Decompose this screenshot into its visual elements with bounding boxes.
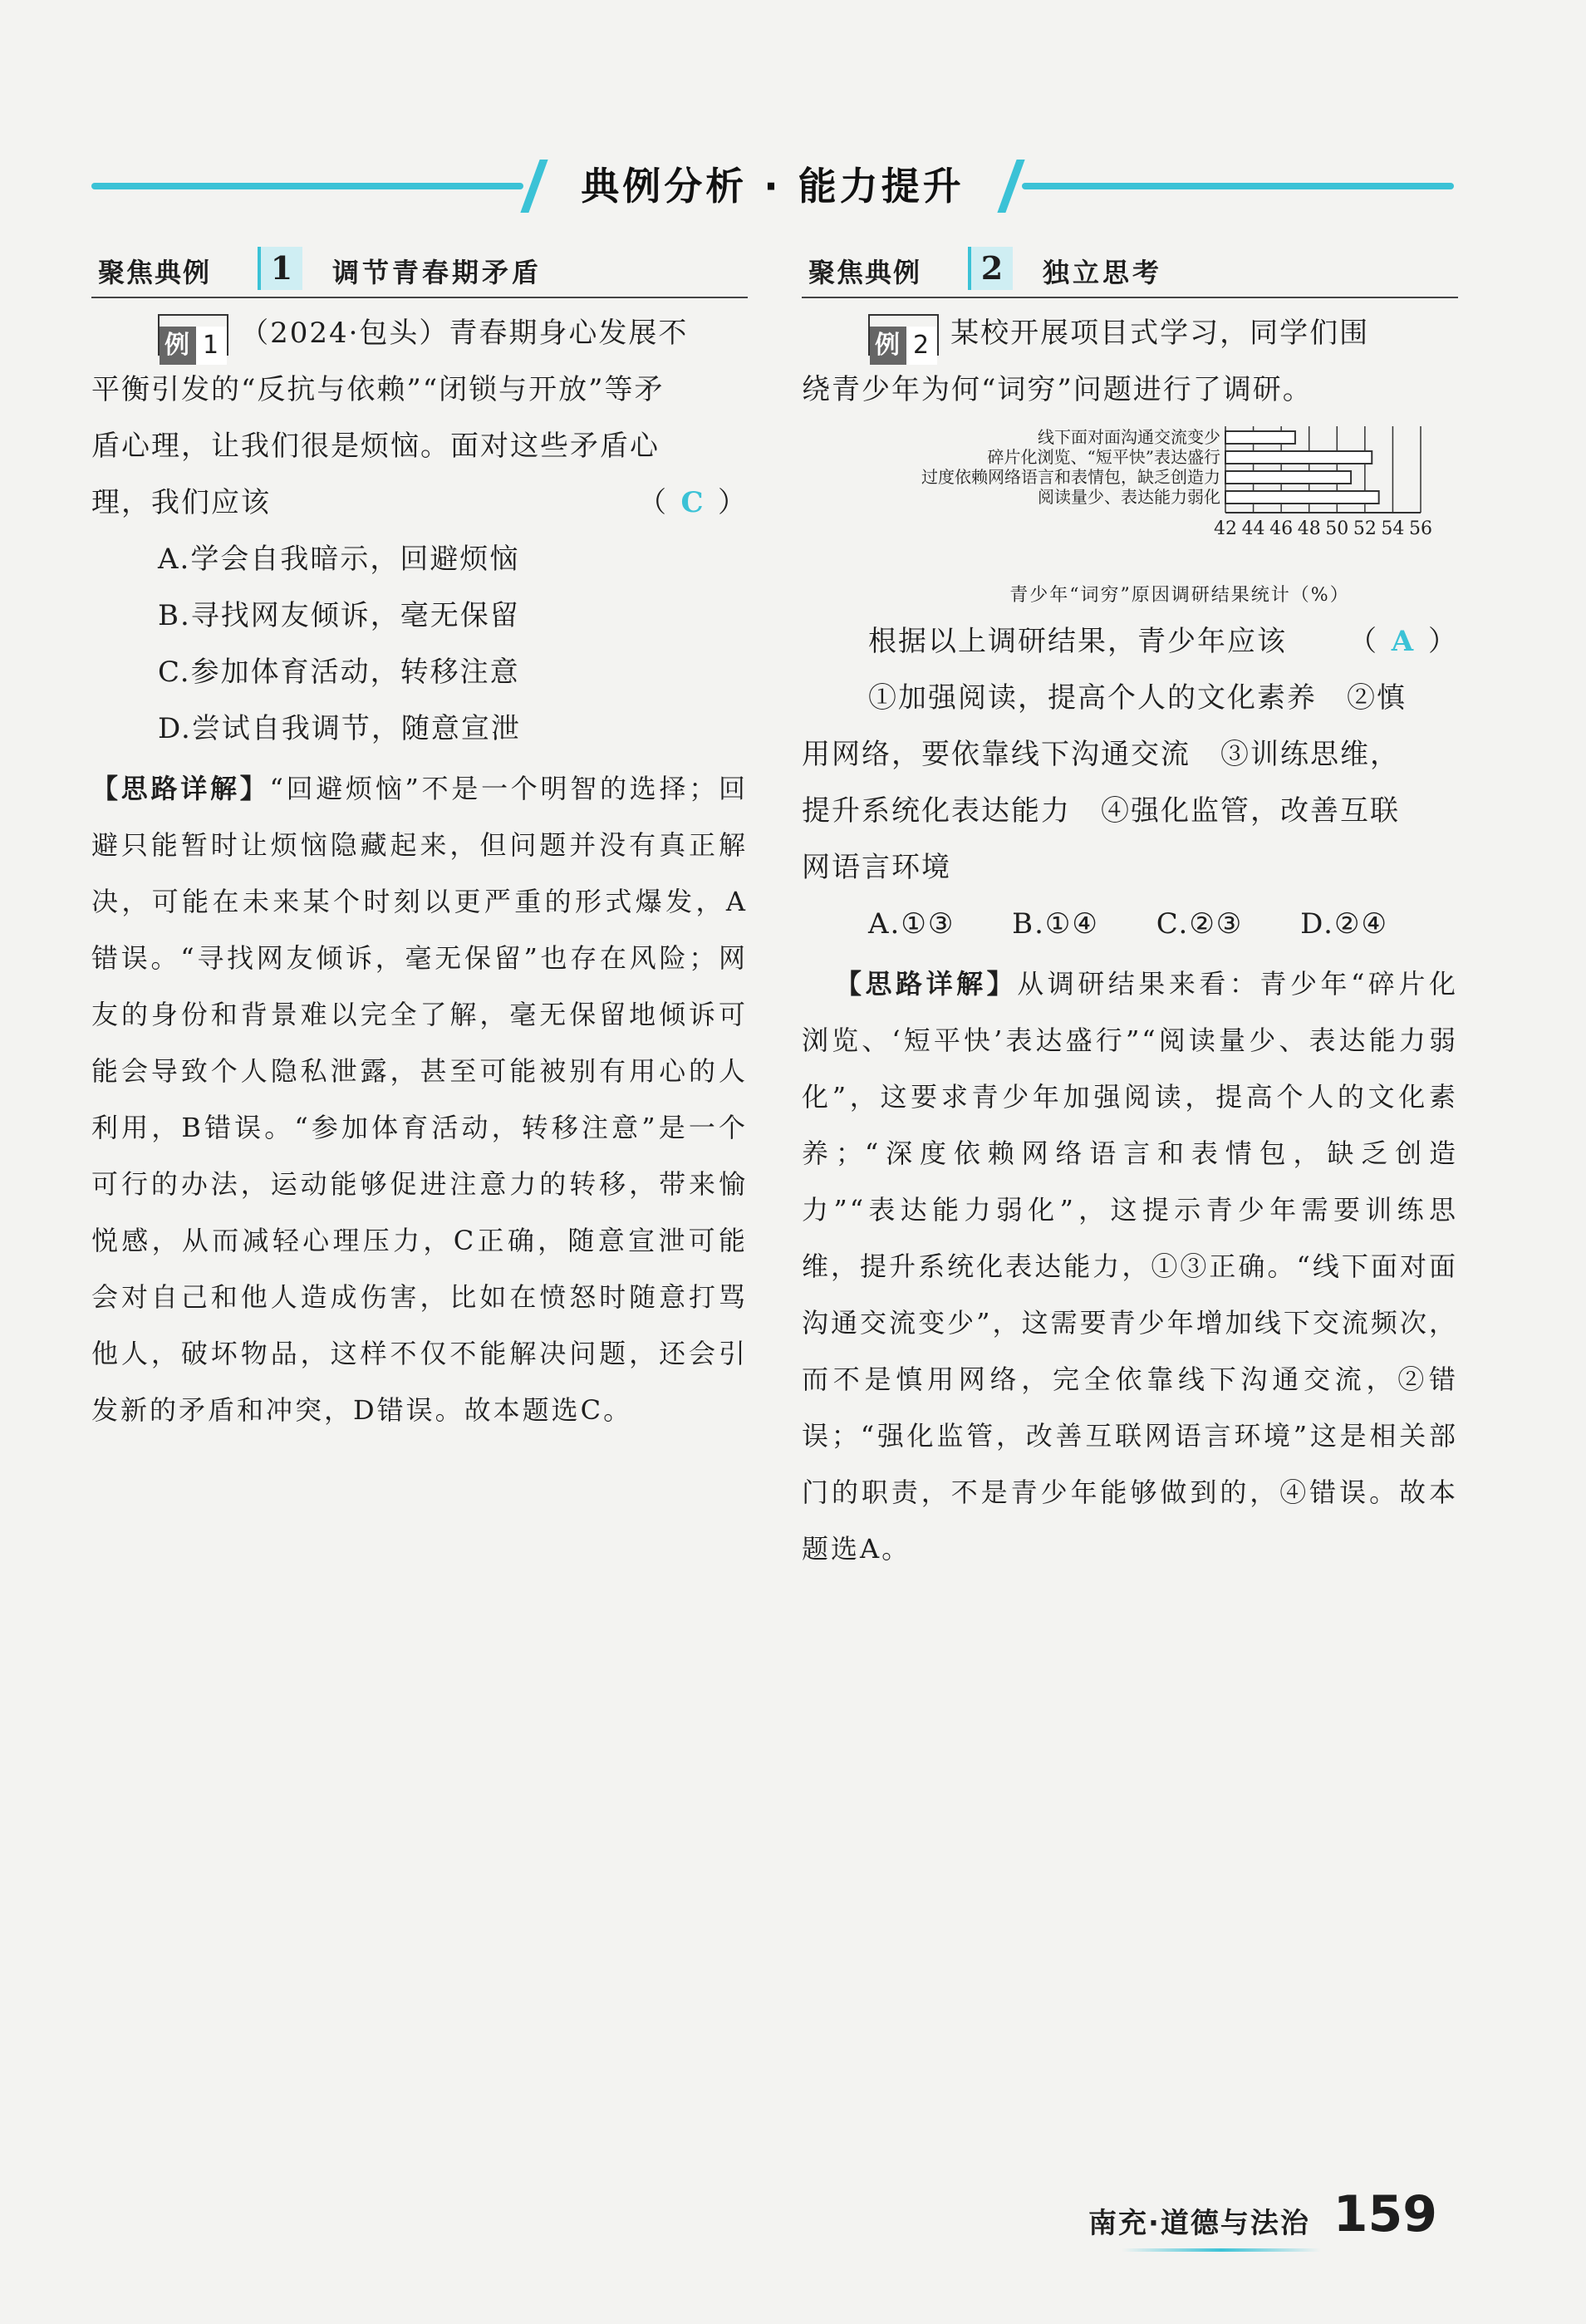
chart-category-label: 过度依赖网络语言和表情包，缺乏创造力 [921,467,1220,487]
page-footer [1088,2185,1454,2260]
chart-tick-label: 44 [1241,518,1265,539]
choice-d: D.②④ [1300,907,1388,941]
chart-category-label: 阅读量少、表达能力弱化 [1038,487,1220,507]
footer-underline [1122,2248,1321,2252]
chart-bar [1225,451,1372,464]
chart-bar [1225,471,1351,484]
chart-category-label: 线下面对面沟通交流变少 [1038,427,1220,447]
chart-title: 青少年“词穷”原因调研结果统计（%） [1009,585,1350,606]
example-2-answer: （ A ） [1348,625,1458,658]
example-2-number: 2 [968,247,1013,290]
option-d: D.尝试自我调节，随意宣泄 [158,712,521,745]
chart-tick-label: 56 [1409,518,1432,539]
example-1-explanation: 【思路详解】“回避烦恼”不是一个明智的选择；回避只能暂时让烦恼隐藏起来，但问题并没有真正解决，可能在未来某个时刻以更严重的形式爆发，A错误。“寻找网友倾诉，毫无保留”也存在风险；网友的身份和背景难以完全了解，毫无保留地倾诉可能会导致个人隐私泄露，甚至可能被别有用心的人利用，B错误。“参加体育活动，转移注意”是一个可行的办法，运动能够促进注意力的转移，带来愉悦感，从而减轻心理压力，C正确，随意宣泄可能会对自己和他人造成伤害，比如在愤怒时随意打骂他人，破坏物品，这样不仅不能解决问题，还会引发新的矛盾和冲突，D错误。故本题选C。 [91,773,748,1426]
example-1-topic: 调节青春期矛盾 [332,257,543,288]
example-2-question: 例 2 某校开展项目式学习，同学们围 绕青少年为何“词穷”问题进行了调研。 [802,305,1458,418]
survey-chart-svg [802,423,1458,581]
example-1-tag: 聚焦典例 [98,257,212,288]
example-1-badge: 例 1 [158,314,228,356]
example-2-items: ①加强阅读，提高个人的文化素养 ②慎 用网络，要依靠线下沟通交流 ③训练思维， 提升系统化表达能力 ④强化监管，改善互联 网语言环境 [802,681,1407,884]
section-banner [91,158,1454,216]
example-2-topic: 独立思考 [1043,257,1163,288]
example-2-tag: 聚焦典例 [808,257,922,288]
example-2-explanation: 【思路详解】从调研结果来看：青少年“碎片化浏览、‘短平快’表达盛行”“阅读量少、表达能力弱化”，这要求青少年加强阅读，提高个人的文化素养；“深度依赖网络语言和表情包，缺乏创造力”“表达能力弱化”，这提示青少年需要训练思维，提升系统化表达能力，①③正确。“线下面对面沟通交流变少”，这需要青少年增加线下交流频次，而不是慎用网络，完全依靠线下沟通交流，②错误；“强化监管，改善互联网语言环境”这是相关部门的职责，不是青少年能够做到的，④错误。故本题选A。 [802,968,1458,1565]
example-1-header [91,245,748,298]
chart-tick-label: 50 [1325,518,1349,539]
survey-chart [802,423,1458,581]
option-a: A.学会自我暗示，回避烦恼 [158,543,520,576]
example-1-number: 1 [258,247,302,290]
chart-bar [1225,491,1379,504]
chart-tick-label: 46 [1269,518,1294,539]
banner-title: 典例分析 · 能力提升 [581,164,965,209]
example-1-question: 例 1 （2024·包头）青春期身心发展不 平衡引发的“反抗与依赖”“闭锁与开放”等矛 盾心理，让我们很是烦恼。面对这些矛盾心 理，我们应该 （ C ） [91,305,748,531]
footer-subject: 南充·道德与法治 [1088,2207,1310,2240]
example-1-answer: （ C ） [638,486,748,519]
example-2-header [802,245,1458,298]
chart-bar [1225,431,1295,444]
option-b: B.寻找网友倾诉，毫无保留 [158,599,520,632]
chart-tick-label: 54 [1381,518,1405,539]
example-2-prompt: 根据以上调研结果，青少年应该 （ A ） [802,613,1458,670]
choice-b: B.①④ [1012,907,1099,941]
left-column [91,245,748,1438]
option-c: C.参加体育活动，转移注意 [158,656,520,689]
chart-tick-label: 42 [1214,518,1237,539]
chart-tick-label: 48 [1297,518,1321,539]
choice-c: C.②③ [1156,907,1244,941]
page-number: 159 [1333,2185,1437,2243]
right-column [802,245,1458,1577]
choice-a: A.①③ [868,907,955,941]
example-2-choices [802,896,1458,952]
banner-line-right [1022,183,1454,189]
example-2-badge: 例 2 [868,314,939,356]
banner-line-left [91,183,523,189]
chart-category-label: 碎片化浏览、“短平快”表达盛行 [987,447,1220,467]
chart-tick-label: 52 [1353,518,1377,539]
